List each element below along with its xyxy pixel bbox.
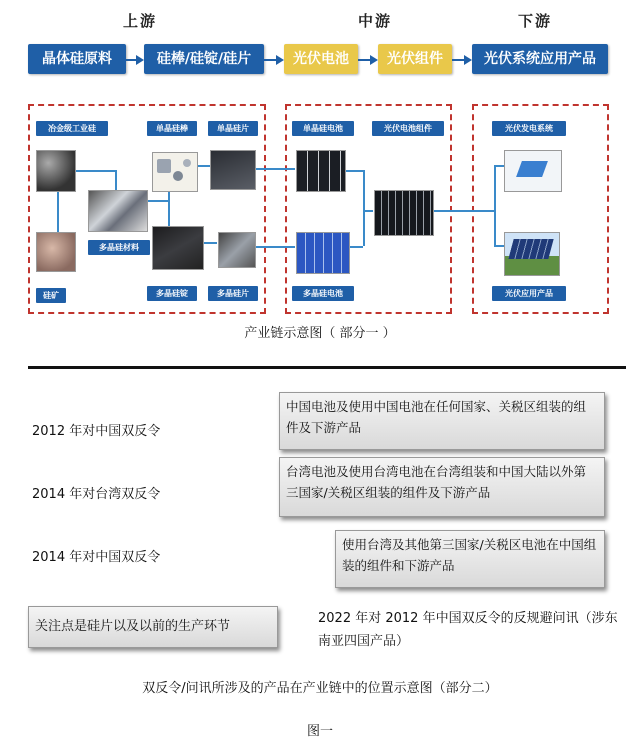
connector-line	[494, 165, 504, 167]
poly-wafer-image	[218, 232, 256, 268]
connector-line	[494, 245, 504, 247]
mono-rod-image	[152, 152, 198, 192]
chain-pv-system: 光伏系统应用产品	[472, 44, 608, 74]
focus-note: 关注点是硅片以及以前的生产环节	[28, 606, 278, 648]
tag-mono-wafer: 单晶硅片	[208, 121, 258, 136]
tag-quartz: 硅矿	[36, 288, 66, 303]
pv-application-image	[504, 232, 560, 276]
poly-cell-image	[296, 232, 350, 274]
connector-line	[350, 246, 363, 248]
poly-ingot-image	[152, 226, 204, 270]
quartz-image	[36, 232, 76, 272]
pv-system-image	[504, 150, 562, 192]
tag-poly-ingot: 多晶硅锭	[147, 286, 197, 301]
order-2012-scope: 中国电池及使用中国电池在任何国家、关税区组装的组件及下游产品	[279, 392, 605, 450]
inquiry-2022-text: 2022 年对 2012 年中国双反令的反规避问讯（涉东南亚四国产品）	[318, 611, 618, 649]
connector-line	[75, 170, 115, 172]
tag-poly-cell: 多晶硅电池	[292, 286, 354, 301]
chain-pv-cell: 光伏电池	[284, 44, 358, 74]
chain-arrow	[126, 59, 142, 61]
order-2014-taiwan-label: 2014 年对台湾双反令	[32, 487, 161, 502]
upstream-label: 上游	[122, 12, 157, 30]
tag-mono-cell: 单晶硅电池	[292, 121, 354, 136]
connector-line	[148, 200, 168, 202]
chain-arrow	[452, 59, 470, 61]
caption-part-two: 双反令/问讯所涉及的产品在产业链中的位置示意图（部分二）	[142, 681, 498, 696]
tag-mono-rod: 单晶硅棒	[147, 121, 197, 136]
mono-cell-image	[296, 150, 346, 192]
tag-pv-module: 光伏电池组件	[372, 121, 444, 136]
tag-metallurgical-silicon: 冶金级工业硅	[36, 121, 108, 136]
poly-material-image	[88, 190, 148, 232]
chain-wafer: 硅棒/硅锭/硅片	[144, 44, 264, 74]
connector-line	[203, 242, 217, 244]
chain-pv-module: 光伏组件	[378, 44, 452, 74]
tag-poly-material: 多晶硅材料	[88, 240, 150, 255]
order-2012-label: 2012 年对中国双反令	[32, 424, 161, 439]
connector-line	[255, 168, 295, 170]
connector-line	[57, 190, 59, 232]
chain-arrow	[358, 59, 376, 61]
metallurgical-silicon-image	[36, 150, 76, 192]
tag-poly-wafer: 多晶硅片	[208, 286, 258, 301]
downstream-label: 下游	[517, 12, 552, 30]
pv-module-image	[374, 190, 434, 236]
chain-arrow	[264, 59, 282, 61]
connector-line	[363, 210, 373, 212]
mono-wafer-image	[210, 150, 256, 190]
connector-line	[115, 170, 117, 190]
connector-line	[253, 246, 295, 248]
tag-pv-application: 光伏应用产品	[492, 286, 566, 301]
connector-line	[494, 165, 496, 247]
divider	[28, 366, 626, 369]
order-2014-taiwan-scope: 台湾电池及使用台湾电池在台湾组装和中国大陆以外第三国家/关税区组装的组件及下游产品	[279, 457, 605, 517]
tag-pv-system: 光伏发电系统	[492, 121, 566, 136]
figure-label: 图一	[306, 724, 333, 739]
connector-line	[432, 210, 494, 212]
connector-line	[196, 165, 210, 167]
order-2014-china-scope: 使用台湾及其他第三国家/关税区电池在中国组装的组件和下游产品	[335, 530, 605, 588]
connector-line	[345, 170, 363, 172]
midstream-label: 中游	[357, 12, 392, 30]
order-2014-china-label: 2014 年对中国双反令	[32, 550, 161, 565]
caption-part-one: 产业链示意图（ 部分一 ）	[244, 326, 396, 341]
connector-line	[363, 170, 365, 246]
chain-raw-material: 晶体硅原料	[28, 44, 126, 74]
